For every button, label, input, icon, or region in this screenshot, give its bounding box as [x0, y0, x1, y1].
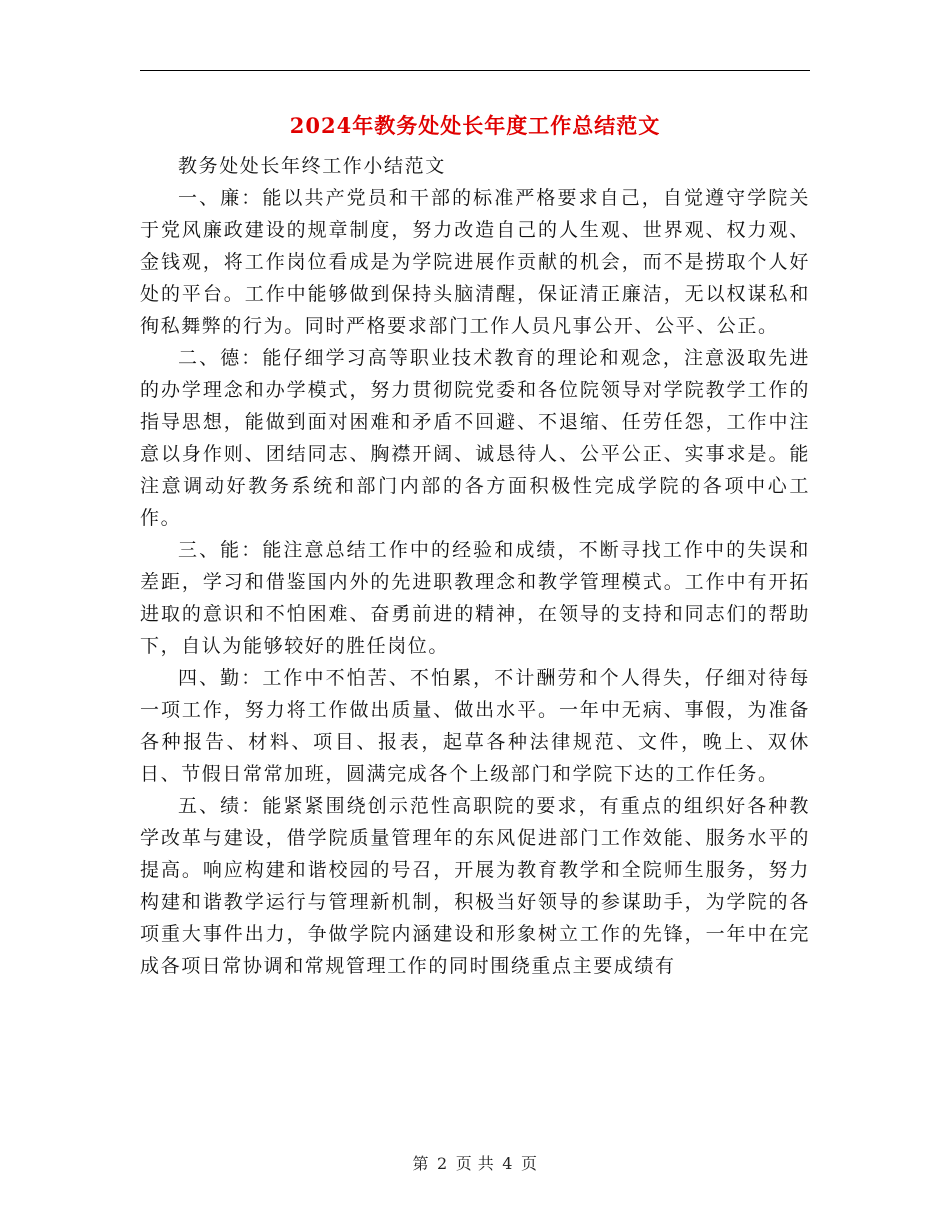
- footer-total-pages: 4: [502, 1154, 513, 1173]
- paragraph-integrity: 一、廉：能以共产党员和干部的标准严格要求自己，自觉遵守学院关于党风廉政建设的规章制度，努力改造自己的人生观、世界观、权力观、金钱观，将工作岗位看成是为学院进展作贡献的机会，而不是捞取个人好处的平台。工作中能够做到保持头脑清醒，保证清正廉洁，无以权谋私和徇私舞弊的行为。同时严格要求部门工作人员凡事公开、公平、公正。: [140, 187, 810, 337]
- footer-current-page: 2: [437, 1154, 448, 1173]
- header-rule: [140, 70, 810, 71]
- paragraph-virtue: 二、德：能仔细学习高等职业技术教育的理论和观念，注意汲取先进的办学理念和办学模式，努力贯彻院党委和各位院领导对学院教学工作的指导思想，能做到面对困难和矛盾不回避、不退缩、任劳任怨，工作中注意以身作则、团结同志、胸襟开阔、诚恳待人、公平公正、实事求是。能注意调动好教务系统和部门内部的各方面积极性完成学院的各项中心工作。: [140, 347, 810, 529]
- paragraph-achievement: 五、绩：能紧紧围绕创示范性高职院的要求，有重点的组织好各种教学改革与建设，借学院质量管理年的东风促进部门工作效能、服务水平的提高。响应构建和谐校园的号召，开展为教育教学和全院师生服务，努力构建和谐教学运行与管理新机制，积极当好领导的参谋助手，为学院的各项重大事件出力，争做学院内涵建设和形象树立工作的先锋，一年中在完成各项日常协调和常规管理工作的同时围绕重点主要成绩有: [140, 795, 810, 977]
- document-body: [140, 150, 810, 982]
- footer-suffix: 页: [520, 1154, 538, 1173]
- footer-middle: 页 共: [455, 1154, 495, 1173]
- page-footer: [0, 1152, 950, 1176]
- footer-prefix: 第: [412, 1154, 430, 1173]
- paragraph-diligence: 四、勤：工作中不怕苦、不怕累，不计酬劳和个人得失，仔细对待每一项工作，努力将工作做出质量、做出水平。一年中无病、事假，为准备各种报告、材料、项目、报表，起草各种法律规范、文件，晚上、双休日、节假日常常加班，圆满完成各个上级部门和学院下达的工作任务。: [140, 667, 810, 785]
- paragraph-ability: 三、能：能注意总结工作中的经验和成绩，不断寻找工作中的失误和差距，学习和借鉴国内外的先进职教理念和教学管理模式。工作中有开拓进取的意识和不怕困难、奋勇前进的精神，在领导的支持和同志们的帮助下，自认为能够较好的胜任岗位。: [140, 539, 810, 657]
- document-title: 2024年教务处处长年度工作总结范文: [289, 113, 661, 138]
- paragraph-subtitle: 教务处处长年终工作小结范文: [178, 155, 446, 177]
